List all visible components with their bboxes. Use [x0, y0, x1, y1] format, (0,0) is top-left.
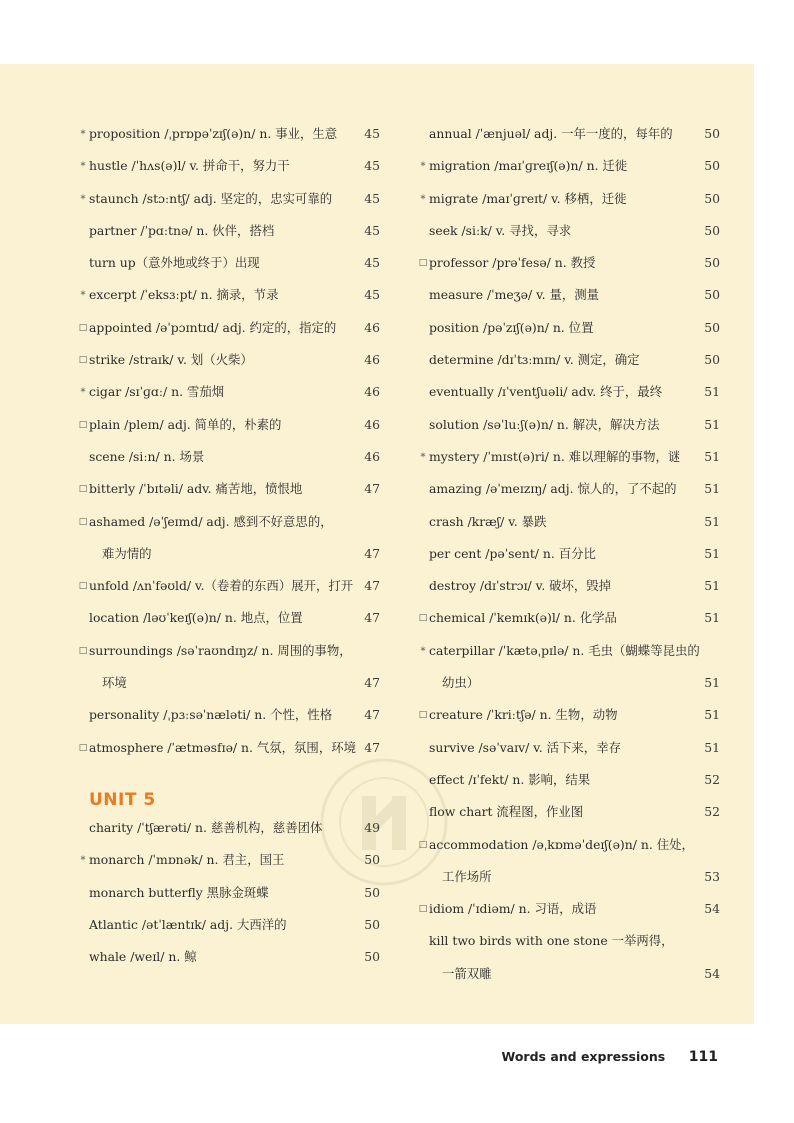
vocab-entry: [418, 344, 720, 376]
vocab-entry-text: strike /straɪk/ v. 划（火柴）: [89, 352, 253, 368]
vocab-page-ref: 47: [364, 739, 380, 755]
vocab-entry: [78, 602, 380, 634]
vocab-entry-text: amazing /əˈmeɪzɪŋ/ adj. 惊人的，了不起的: [429, 481, 677, 497]
vocab-entry-text: 工作场所: [442, 868, 492, 884]
vocab-page-ref: 49: [364, 819, 380, 835]
vocab-entry-text: accommodation /əˌkɒməˈdeɪʃ(ə)n/ n. 住处，: [429, 836, 694, 852]
vocab-entry: [418, 441, 720, 473]
vocab-page-ref: 52: [704, 771, 720, 787]
vocab-entry-text: monarch butterfly 黑脉金斑蝶: [89, 884, 269, 900]
vocab-entry: [78, 570, 380, 602]
square-icon: □: [418, 839, 428, 850]
square-icon: □: [78, 419, 88, 430]
vocab-page-ref: 46: [364, 352, 380, 368]
vocab-page-ref: 46: [364, 416, 380, 432]
vocab-entry: [78, 699, 380, 731]
vocab-entry: [418, 506, 720, 538]
vocab-entry: [418, 732, 720, 764]
vocab-entry: [418, 699, 720, 731]
vocab-page-ref: 50: [704, 126, 720, 141]
vocab-page-ref: 53: [704, 868, 720, 884]
vocab-entry-text: hustle /ˈhʌs(ə)l/ v. 拼命干，努力干: [89, 158, 290, 174]
vocab-page-ref: 50: [364, 884, 380, 900]
vocab-entry-continuation: [418, 861, 720, 893]
vocab-entry-text: caterpillar /ˈkætəˌpɪlə/ n. 毛虫（蝴蝶等昆虫的: [429, 642, 700, 658]
vocab-entry: [78, 732, 380, 764]
vocab-entry-text: turn up（意外地或终于）出现: [89, 255, 260, 271]
square-icon: □: [418, 904, 428, 915]
square-icon: □: [78, 742, 88, 753]
vocab-entry-text: staunch /stɔːntʃ/ adj. 坚定的，忠实可靠的: [89, 190, 333, 206]
vocab-entry-continuation: [418, 667, 720, 699]
vocab-page-ref: 51: [704, 481, 720, 497]
vocab-entry-text: position /pəˈzɪʃ(ə)n/ n. 位置: [429, 319, 594, 335]
vocab-entry-text: creature /ˈkriːtʃə/ n. 生物，动物: [429, 707, 618, 723]
vocab-entry-text: chemical /ˈkemɪk(ə)l/ n. 化学品: [429, 610, 617, 626]
vocabulary-column-right: [418, 118, 720, 990]
vocab-entry-text: unfold /ʌnˈfəʊld/ v.（卷着的东西）展开，打开: [89, 578, 354, 594]
vocab-page-ref: 51: [704, 513, 720, 529]
vocab-entry: [78, 941, 380, 973]
vocab-entry: [78, 473, 380, 505]
vocab-page-ref: 54: [704, 965, 720, 981]
vocab-page-ref: 50: [704, 352, 720, 368]
vocab-entry: [418, 118, 720, 150]
square-icon: □: [78, 322, 88, 333]
vocab-page-ref: 51: [704, 739, 720, 755]
vocab-entry-text: 幼虫）: [442, 675, 480, 691]
vocab-entry-text: measure /ˈmeʒə/ v. 量，测量: [429, 287, 600, 303]
vocab-entry-text: mystery /ˈmɪst(ə)ri/ n. 难以理解的事物，谜: [429, 448, 681, 464]
vocab-entry-text: partner /ˈpɑːtnə/ n. 伙伴，搭档: [89, 222, 275, 238]
vocab-entry: [418, 796, 720, 828]
vocab-entry: [78, 506, 380, 538]
vocab-page-ref: 46: [364, 319, 380, 335]
vocab-page-ref: 51: [704, 707, 720, 723]
vocab-entry: [78, 376, 380, 408]
vocab-entry: [78, 150, 380, 182]
vocab-entry: [418, 247, 720, 279]
vocab-entry-text: proposition /ˌprɒpəˈzɪʃ(ə)n/ n. 事业，生意: [89, 126, 338, 141]
vocab-entry-text: monarch /ˈmɒnək/ n. 君主，国王: [89, 852, 285, 868]
vocab-entry: [418, 215, 720, 247]
vocab-entry-text: crash /kræʃ/ v. 暴跌: [429, 513, 547, 529]
vocab-page-ref: 45: [364, 222, 380, 238]
vocab-entry-text: 环境: [102, 675, 127, 691]
vocab-entry: [418, 538, 720, 570]
footer-section-label: Words and expressions: [501, 1049, 666, 1064]
vocab-page-ref: 51: [704, 448, 720, 464]
vocab-entry-text: scene /siːn/ n. 场景: [89, 448, 205, 464]
vocab-entry-text: 难为情的: [102, 545, 152, 561]
vocab-entry: [78, 279, 380, 311]
vocab-entry-text: destroy /dɪˈstrɔɪ/ v. 破坏，毁掉: [429, 578, 612, 594]
vocab-entry-text: annual /ˈænjuəl/ adj. 一年一度的，每年的: [429, 126, 673, 141]
vocab-entry-continuation: [418, 958, 720, 990]
vocab-page-ref: 45: [364, 158, 380, 174]
vocab-page-ref: 47: [364, 707, 380, 723]
square-icon: □: [78, 645, 88, 656]
vocab-page-ref: 50: [704, 190, 720, 206]
vocab-entry-continuation: [78, 667, 380, 699]
vocab-entry: [78, 344, 380, 376]
vocab-entry-text: professor /prəˈfesə/ n. 教授: [429, 255, 596, 271]
vocab-entry-text: survive /səˈvaɪv/ v. 活下来，幸存: [429, 739, 621, 755]
vocab-entry-text: ashamed /əˈʃeɪmd/ adj. 感到不好意思的，: [89, 513, 333, 529]
asterisk-icon: *: [80, 193, 86, 205]
asterisk-icon: *: [80, 161, 86, 173]
square-icon: □: [78, 355, 88, 366]
vocab-page-ref: 51: [704, 675, 720, 691]
vocab-entry: [418, 376, 720, 408]
vocab-page-ref: 54: [704, 901, 720, 917]
vocab-entry-text: 一箭双雕: [442, 965, 492, 981]
vocab-page-ref: 50: [364, 949, 380, 965]
vocab-entry-text: effect /ɪˈfekt/ n. 影响，结果: [429, 771, 591, 787]
vocab-entry-text: eventually /ɪˈventʃuəli/ adv. 终于，最终: [429, 384, 663, 400]
asterisk-icon: *: [80, 290, 86, 302]
asterisk-icon: *: [420, 451, 426, 463]
vocab-page-ref: 52: [704, 804, 720, 820]
unit-heading: UNIT 5: [89, 789, 156, 810]
vocab-entry: [78, 909, 380, 941]
vocab-page-ref: 47: [364, 610, 380, 626]
vocab-entry-text: bitterly /ˈbɪtəli/ adv. 痛苦地，愤恨地: [89, 481, 303, 497]
vocab-page-ref: 45: [364, 255, 380, 271]
vocabulary-column-left: [78, 118, 380, 973]
vocab-page-ref: 50: [704, 222, 720, 238]
vocab-page-ref: 51: [704, 610, 720, 626]
asterisk-icon: *: [80, 129, 86, 140]
asterisk-icon: *: [80, 387, 86, 399]
unit-heading-row: [78, 764, 380, 812]
vocab-entry-text: cigar /sɪˈɡɑː/ n. 雪茄烟: [89, 384, 225, 400]
vocab-entry: [418, 893, 720, 925]
vocab-page-ref: 50: [704, 158, 720, 174]
vocab-entry: [418, 570, 720, 602]
vocab-entry-text: migrate /maɪˈɡreɪt/ v. 移栖，迁徙: [429, 190, 627, 206]
vocab-entry-text: kill two birds with one stone 一举两得，: [429, 933, 674, 949]
vocab-entry-text: determine /dɪˈtɜːmɪn/ v. 测定，确定: [429, 352, 640, 368]
vocab-page-ref: 51: [704, 384, 720, 400]
vocab-entry-text: charity /ˈtʃærəti/ n. 慈善机构，慈善团体: [89, 819, 323, 835]
vocab-page-ref: 45: [364, 287, 380, 303]
square-icon: □: [418, 258, 428, 269]
vocab-entry: [418, 635, 720, 667]
vocab-entry: [78, 215, 380, 247]
vocab-page-ref: 50: [704, 287, 720, 303]
vocab-entry: [418, 409, 720, 441]
vocab-entry-text: per cent /pəˈsent/ n. 百分比: [429, 545, 596, 561]
vocab-entry: [418, 312, 720, 344]
vocab-page-ref: 51: [704, 545, 720, 561]
vocab-entry-text: appointed /əˈpɔɪntɪd/ adj. 约定的，指定的: [89, 319, 337, 335]
vocab-entry: [78, 812, 380, 844]
vocab-entry-text: surroundings /səˈraʊndɪŋz/ n. 周围的事物，: [89, 642, 352, 658]
vocab-entry-text: idiom /ˈɪdiəm/ n. 习语，成语: [429, 901, 597, 917]
vocab-entry-text: plain /pleɪn/ adj. 简单的，朴素的: [89, 416, 282, 432]
page-number: 111: [688, 1049, 718, 1065]
vocab-page-ref: 45: [364, 126, 380, 141]
vocab-entry-text: migration /maɪˈɡreɪʃ(ə)n/ n. 迁徙: [429, 158, 628, 174]
vocab-entry-text: personality /ˌpɜːsəˈnæləti/ n. 个性，性格: [89, 707, 333, 723]
vocab-entry-continuation: [78, 538, 380, 570]
vocab-page-ref: 46: [364, 384, 380, 400]
vocab-page-ref: 51: [704, 578, 720, 594]
vocab-page-ref: 47: [364, 481, 380, 497]
vocab-page-ref: 51: [704, 416, 720, 432]
square-icon: □: [418, 613, 428, 624]
vocab-entry-text: whale /weɪl/ n. 鲸: [89, 949, 197, 965]
vocab-entry: [418, 764, 720, 796]
vocab-page-ref: 47: [364, 545, 380, 561]
square-icon: □: [78, 581, 88, 592]
vocab-entry: [418, 925, 720, 957]
vocab-entry: [78, 844, 380, 876]
vocab-entry: [78, 635, 380, 667]
vocab-entry-text: flow chart 流程图，作业图: [429, 804, 584, 820]
vocab-entry-text: Atlantic /ətˈlæntɪk/ adj. 大西洋的: [89, 916, 287, 932]
square-icon: □: [418, 710, 428, 721]
vocab-entry: [78, 312, 380, 344]
vocab-entry-text: seek /siːk/ v. 寻找，寻求: [429, 222, 572, 238]
vocab-page-ref: 46: [364, 448, 380, 464]
square-icon: □: [78, 484, 88, 495]
vocab-entry: [78, 441, 380, 473]
vocab-page-ref: 47: [364, 578, 380, 594]
vocab-entry: [418, 150, 720, 182]
asterisk-icon: *: [420, 161, 426, 173]
vocab-entry: [78, 409, 380, 441]
vocab-entry: [78, 877, 380, 909]
vocab-entry-text: solution /səˈluːʃ(ə)n/ n. 解决，解决方法: [429, 416, 660, 432]
vocab-page-ref: 45: [364, 190, 380, 206]
vocab-entry-text: atmosphere /ˈætməsfɪə/ n. 气氛，氛围，环境: [89, 739, 356, 755]
vocab-page-ref: 47: [364, 675, 380, 691]
vocab-entry: [418, 279, 720, 311]
vocab-entry: [78, 247, 380, 279]
asterisk-icon: *: [80, 855, 86, 867]
asterisk-icon: *: [420, 645, 426, 657]
vocab-entry: [418, 602, 720, 634]
vocab-page-ref: 50: [364, 852, 380, 868]
vocab-page-ref: 50: [364, 916, 380, 932]
square-icon: □: [78, 516, 88, 527]
vocab-page-ref: 50: [704, 319, 720, 335]
vocab-entry: [78, 183, 380, 215]
vocab-entry: [418, 829, 720, 861]
vocab-entry: [78, 118, 380, 150]
vocab-entry: [418, 183, 720, 215]
vocab-page-ref: 50: [704, 255, 720, 271]
asterisk-icon: *: [420, 193, 426, 205]
vocab-entry-text: excerpt /ˈeksɜːpt/ n. 摘录，节录: [89, 287, 279, 303]
page-footer: [501, 1046, 718, 1065]
vocab-entry: [418, 473, 720, 505]
vocab-entry-text: location /ləʊˈkeɪʃ(ə)n/ n. 地点，位置: [89, 610, 303, 626]
